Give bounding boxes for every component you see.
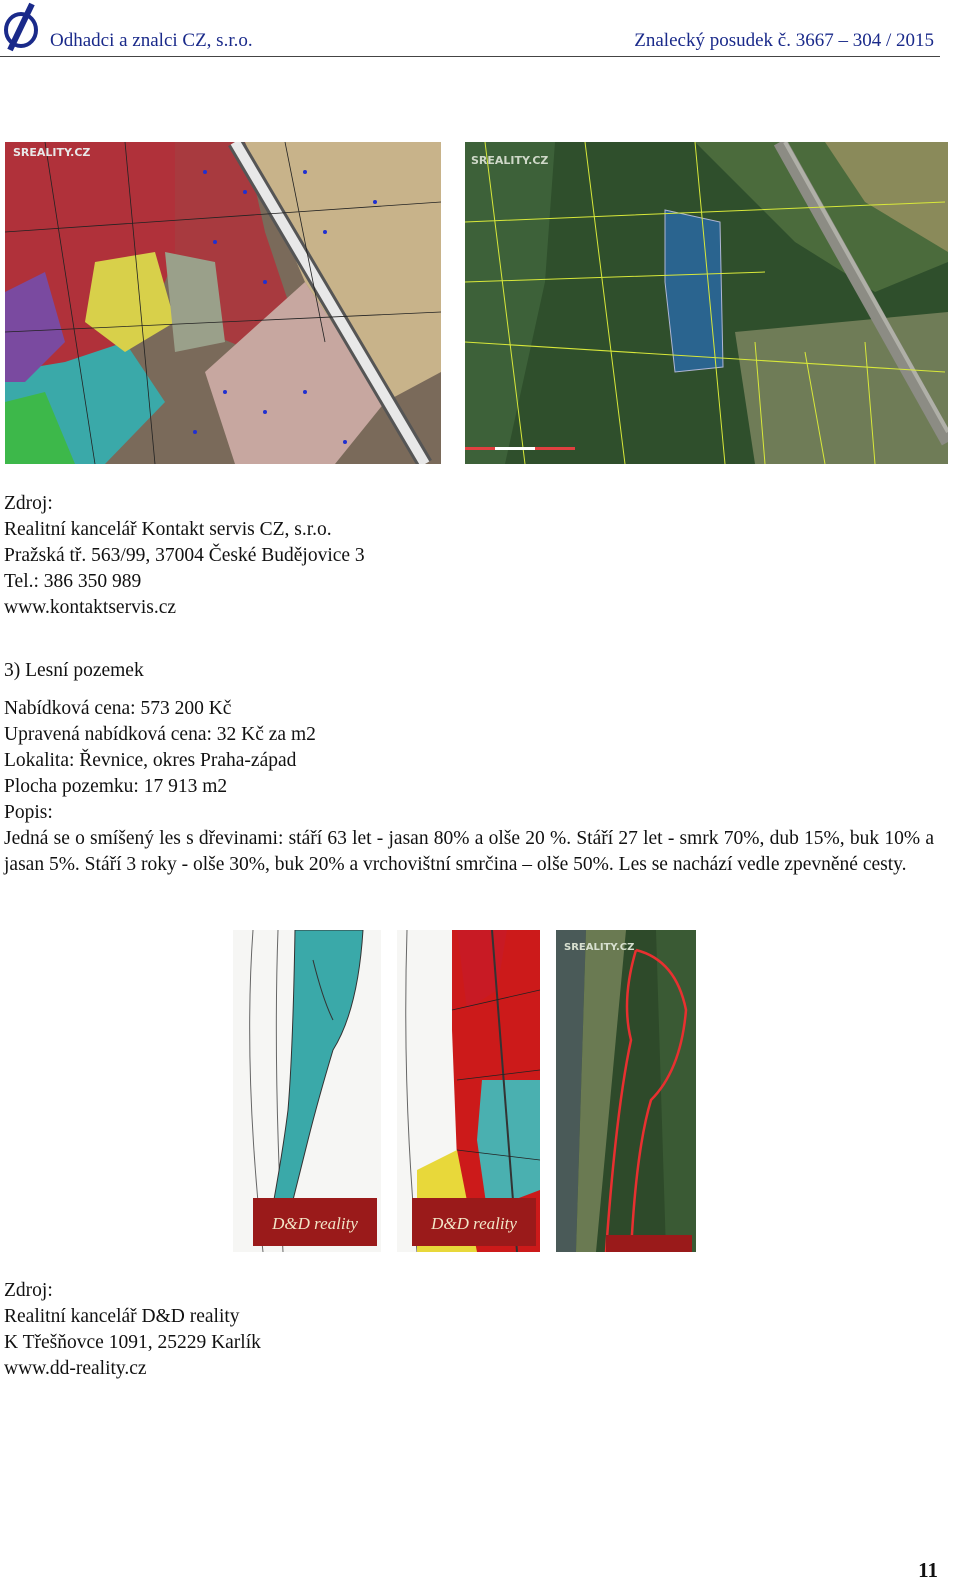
source-label: Zdroj:: [4, 493, 53, 514]
dd-reality-badge: D&D reality: [431, 1214, 517, 1233]
dd-reality-badge: D&D reality: [272, 1214, 358, 1233]
cadastral-map-image: [5, 142, 441, 464]
aerial-watermark-bottom: SREALITY.CZ: [564, 942, 635, 953]
page-number: 11: [918, 1558, 938, 1582]
source-label: Zdroj:: [4, 1280, 53, 1301]
source-line: Realitní kancelář D&D reality: [4, 1306, 240, 1327]
source-line: Tel.: 386 350 989: [4, 571, 142, 592]
listing-heading: 3) Lesní pozemek: [4, 660, 144, 681]
source-link[interactable]: www.dd-reality.cz: [4, 1358, 147, 1379]
report-number: Znalecký posudek č. 3667 – 304 / 2015: [634, 30, 934, 51]
company-logo-icon: [2, 2, 40, 52]
source-line: Pražská tř. 563/99, 37004 České Budějovice 3: [4, 545, 365, 566]
source-block-2: [4, 1278, 261, 1382]
source-line: K Třešňovce 1091, 25229 Karlík: [4, 1332, 261, 1353]
aerial-watermark-right: SREALITY.CZ: [471, 154, 549, 167]
plot-map-teal-image: [233, 930, 381, 1252]
listing-location: Lokalita: Řevnice, okres Praha-západ: [4, 750, 297, 771]
listing-description: Jedná se o smíšený les s dřevinami: stáří 63 let - jasan 80% a olše 20 %. Stáří 27 let - smrk 70%, dub 15%, buk 10% a jasan 5%. Stáří 3 roky - olše 30%, buk 20% a vrchovištní smrčina – olše 50%. Les se nachází vedle zpevněné cesty.: [4, 828, 934, 875]
listing-area: Plocha pozemku: 17 913 m2: [4, 776, 228, 797]
company-name: Odhadci a znalci CZ, s.r.o.: [50, 30, 253, 51]
listing-details: [4, 696, 934, 878]
listing-description-label: Popis:: [4, 802, 53, 823]
plot-map-red-image: [397, 930, 540, 1252]
plot-aerial-image: [556, 930, 696, 1252]
page-header: [0, 0, 940, 57]
listing-adjusted-price: Upravená nabídková cena: 32 Kč za m2: [4, 724, 316, 745]
source-line: Realitní kancelář Kontakt servis CZ, s.r.o.: [4, 519, 332, 540]
aerial-photo-image: [465, 142, 948, 464]
source-block-1: [4, 491, 365, 621]
map-watermark-left: SREALITY.CZ: [13, 146, 91, 159]
source-link[interactable]: www.kontaktservis.cz: [4, 597, 177, 618]
listing-price: Nabídková cena: 573 200 Kč: [4, 698, 232, 719]
